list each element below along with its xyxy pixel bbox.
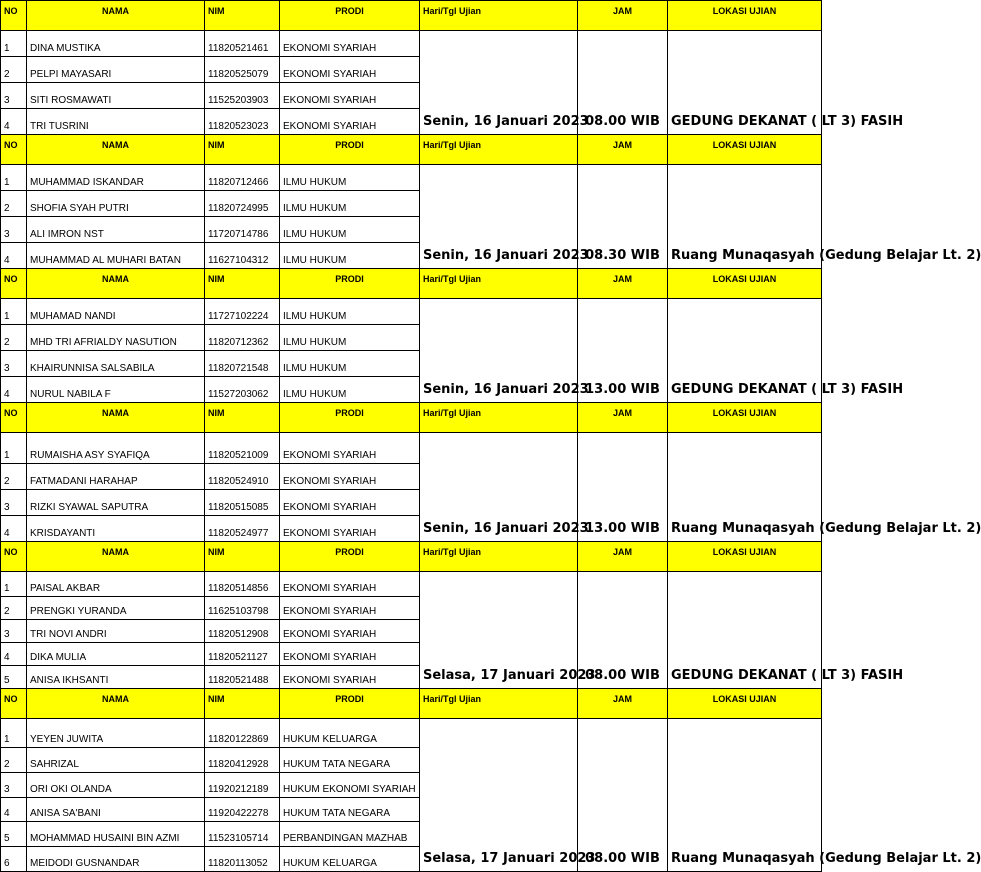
student-nim: 11820521127 <box>205 643 280 666</box>
header-prodi: PRODI <box>280 542 420 572</box>
student-name: ORI OKI OLANDA <box>27 773 205 798</box>
study-program: ILMU HUKUM <box>280 351 420 377</box>
header-no: NO <box>1 135 27 165</box>
student-name: ANISA IKHSANTI <box>27 666 205 689</box>
study-program: EKONOMI SYARIAH <box>280 57 420 83</box>
student-name: PELPI MAYASARI <box>27 57 205 83</box>
table-row <box>1 719 822 748</box>
study-program: EKONOMI SYARIAH <box>280 464 420 490</box>
header-nim: NIM <box>205 689 280 719</box>
student-name: KRISDAYANTI <box>27 516 205 542</box>
study-program: HUKUM KELUARGA <box>280 719 420 748</box>
student-nim: 11820412928 <box>205 748 280 773</box>
student-nim: 11820712362 <box>205 325 280 351</box>
row-number: 5 <box>1 666 27 689</box>
study-program: EKONOMI SYARIAH <box>280 516 420 542</box>
student-nim: 11920212189 <box>205 773 280 798</box>
row-number: 4 <box>1 798 27 822</box>
row-number: 2 <box>1 597 27 620</box>
study-program: HUKUM TATA NEGARA <box>280 748 420 773</box>
header-hari-tgl: Hari/Tgl Ujian <box>420 542 578 572</box>
study-program: EKONOMI SYARIAH <box>280 433 420 464</box>
student-nim: 11820515085 <box>205 490 280 516</box>
student-nim: 11820514856 <box>205 572 280 597</box>
student-nim: 11820113052 <box>205 847 280 872</box>
study-program: PERBANDINGAN MAZHAB <box>280 822 420 847</box>
header-lokasi: LOKASI UJIAN <box>668 403 822 433</box>
header-prodi: PRODI <box>280 689 420 719</box>
row-number: 4 <box>1 377 27 403</box>
header-no: NO <box>1 689 27 719</box>
header-no: NO <box>1 269 27 299</box>
student-name: SAHRIZAL <box>27 748 205 773</box>
exam-time: 08.00 WIB <box>578 31 668 135</box>
study-program: ILMU HUKUM <box>280 243 420 269</box>
student-nim: 11820524977 <box>205 516 280 542</box>
header-prodi: PRODI <box>280 1 420 31</box>
student-name: SITI ROSMAWATI <box>27 83 205 109</box>
row-number: 1 <box>1 572 27 597</box>
header-hari-tgl: Hari/Tgl Ujian <box>420 1 578 31</box>
student-nim: 11627104312 <box>205 243 280 269</box>
header-hari-tgl: Hari/Tgl Ujian <box>420 135 578 165</box>
study-program: EKONOMI SYARIAH <box>280 620 420 643</box>
exam-date: Senin, 16 Januari 2023 <box>420 299 578 403</box>
header-no: NO <box>1 1 27 31</box>
student-name: SHOFIA SYAH PUTRI <box>27 191 205 217</box>
study-program: EKONOMI SYARIAH <box>280 643 420 666</box>
student-nim: 11625103798 <box>205 597 280 620</box>
row-number: 4 <box>1 643 27 666</box>
row-number: 3 <box>1 83 27 109</box>
student-nim: 11820712466 <box>205 165 280 191</box>
row-number: 1 <box>1 719 27 748</box>
header-nama: NAMA <box>27 269 205 299</box>
header-nama: NAMA <box>27 689 205 719</box>
exam-location: GEDUNG DEKANAT ( LT 3) FASIH <box>668 31 822 135</box>
row-number: 3 <box>1 217 27 243</box>
row-number: 6 <box>1 847 27 872</box>
header-jam: JAM <box>578 403 668 433</box>
table-row <box>1 31 822 57</box>
row-number: 2 <box>1 325 27 351</box>
row-number: 1 <box>1 165 27 191</box>
header-row <box>1 542 822 572</box>
student-nim: 11525203903 <box>205 83 280 109</box>
student-name: ALI IMRON NST <box>27 217 205 243</box>
row-number: 1 <box>1 31 27 57</box>
header-nama: NAMA <box>27 542 205 572</box>
student-name: KHAIRUNNISA SALSABILA <box>27 351 205 377</box>
study-program: HUKUM KELUARGA <box>280 847 420 872</box>
header-no: NO <box>1 403 27 433</box>
row-number: 2 <box>1 748 27 773</box>
student-nim: 11527203062 <box>205 377 280 403</box>
header-jam: JAM <box>578 1 668 31</box>
student-name: RUMAISHA ASY SYAFIQA <box>27 433 205 464</box>
study-program: EKONOMI SYARIAH <box>280 572 420 597</box>
row-number: 4 <box>1 516 27 542</box>
header-lokasi: LOKASI UJIAN <box>668 542 822 572</box>
header-prodi: PRODI <box>280 403 420 433</box>
exam-location: Ruang Munaqasyah (Gedung Belajar Lt. 2) <box>668 433 822 542</box>
student-name: MUHAMMAD AL MUHARI BATAN <box>27 243 205 269</box>
student-name: MOHAMMAD HUSAINI BIN AZMI <box>27 822 205 847</box>
exam-time: 08.00 WIB <box>578 719 668 872</box>
header-row <box>1 1 822 31</box>
exam-date: Selasa, 17 Januari 2023 <box>420 719 578 872</box>
exam-time: 13.00 WIB <box>578 299 668 403</box>
header-nim: NIM <box>205 269 280 299</box>
header-row <box>1 689 822 719</box>
row-number: 3 <box>1 620 27 643</box>
header-jam: JAM <box>578 135 668 165</box>
header-jam: JAM <box>578 269 668 299</box>
study-program: EKONOMI SYARIAH <box>280 83 420 109</box>
student-name: NURUL NABILA F <box>27 377 205 403</box>
header-jam: JAM <box>578 542 668 572</box>
header-nim: NIM <box>205 1 280 31</box>
study-program: ILMU HUKUM <box>280 165 420 191</box>
student-name: DINA MUSTIKA <box>27 31 205 57</box>
student-nim: 11820523023 <box>205 109 280 135</box>
header-lokasi: LOKASI UJIAN <box>668 689 822 719</box>
exam-date: Senin, 16 Januari 2023 <box>420 31 578 135</box>
student-nim: 11820525079 <box>205 57 280 83</box>
study-program: ILMU HUKUM <box>280 191 420 217</box>
exam-date: Senin, 16 Januari 2023 <box>420 165 578 269</box>
study-program: ILMU HUKUM <box>280 217 420 243</box>
student-name: MUHAMMAD ISKANDAR <box>27 165 205 191</box>
student-nim: 11820521488 <box>205 666 280 689</box>
table-row <box>1 433 822 464</box>
exam-time: 13.00 WIB <box>578 433 668 542</box>
row-number: 2 <box>1 191 27 217</box>
student-name: DIKA MULIA <box>27 643 205 666</box>
row-number: 3 <box>1 351 27 377</box>
row-number: 4 <box>1 109 27 135</box>
student-name: ANISA SA'BANI <box>27 798 205 822</box>
student-nim: 11523105714 <box>205 822 280 847</box>
student-nim: 11820521009 <box>205 433 280 464</box>
header-no: NO <box>1 542 27 572</box>
student-nim: 11720714786 <box>205 217 280 243</box>
header-nama: NAMA <box>27 403 205 433</box>
table-row <box>1 572 822 597</box>
student-nim: 11820122869 <box>205 719 280 748</box>
row-number: 5 <box>1 822 27 847</box>
row-number: 3 <box>1 773 27 798</box>
row-number: 1 <box>1 299 27 325</box>
student-name: FATMADANI HARAHAP <box>27 464 205 490</box>
header-prodi: PRODI <box>280 135 420 165</box>
header-row <box>1 403 822 433</box>
exam-date: Selasa, 17 Januari 2023 <box>420 572 578 689</box>
student-name: YEYEN JUWITA <box>27 719 205 748</box>
header-row <box>1 269 822 299</box>
header-lokasi: LOKASI UJIAN <box>668 269 822 299</box>
row-number: 3 <box>1 490 27 516</box>
study-program: ILMU HUKUM <box>280 377 420 403</box>
exam-location: Ruang Munaqasyah (Gedung Belajar Lt. 2) <box>668 165 822 269</box>
student-nim: 11820721548 <box>205 351 280 377</box>
student-name: RIZKI SYAWAL SAPUTRA <box>27 490 205 516</box>
student-nim: 11820521461 <box>205 31 280 57</box>
header-nim: NIM <box>205 542 280 572</box>
header-prodi: PRODI <box>280 269 420 299</box>
header-lokasi: LOKASI UJIAN <box>668 1 822 31</box>
exam-location: GEDUNG DEKANAT ( LT 3) FASIH <box>668 572 822 689</box>
student-name: PAISAL AKBAR <box>27 572 205 597</box>
student-name: MUHAMAD NANDI <box>27 299 205 325</box>
study-program: EKONOMI SYARIAH <box>280 666 420 689</box>
header-hari-tgl: Hari/Tgl Ujian <box>420 689 578 719</box>
student-name: MEIDODI GUSNANDAR <box>27 847 205 872</box>
header-lokasi: LOKASI UJIAN <box>668 135 822 165</box>
header-nama: NAMA <box>27 1 205 31</box>
exam-location: GEDUNG DEKANAT ( LT 3) FASIH <box>668 299 822 403</box>
header-nim: NIM <box>205 135 280 165</box>
study-program: HUKUM TATA NEGARA <box>280 798 420 822</box>
study-program: EKONOMI SYARIAH <box>280 597 420 620</box>
exam-date: Senin, 16 Januari 2023 <box>420 433 578 542</box>
study-program: ILMU HUKUM <box>280 325 420 351</box>
header-jam: JAM <box>578 689 668 719</box>
header-hari-tgl: Hari/Tgl Ujian <box>420 403 578 433</box>
student-nim: 11820512908 <box>205 620 280 643</box>
header-nama: NAMA <box>27 135 205 165</box>
study-program: EKONOMI SYARIAH <box>280 31 420 57</box>
student-name: TRI NOVI ANDRI <box>27 620 205 643</box>
table-row <box>1 165 822 191</box>
exam-time: 08.00 WIB <box>578 572 668 689</box>
exam-location: Ruang Munaqasyah (Gedung Belajar Lt. 2) <box>668 719 822 872</box>
student-name: MHD TRI AFRIALDY NASUTION <box>27 325 205 351</box>
student-nim: 11820724995 <box>205 191 280 217</box>
header-nim: NIM <box>205 403 280 433</box>
table-row <box>1 299 822 325</box>
study-program: EKONOMI SYARIAH <box>280 490 420 516</box>
exam-time: 08.30 WIB <box>578 165 668 269</box>
header-hari-tgl: Hari/Tgl Ujian <box>420 269 578 299</box>
student-name: TRI TUSRINI <box>27 109 205 135</box>
student-nim: 11727102224 <box>205 299 280 325</box>
row-number: 4 <box>1 243 27 269</box>
student-nim: 11820524910 <box>205 464 280 490</box>
student-name: PRENGKI YURANDA <box>27 597 205 620</box>
row-number: 2 <box>1 57 27 83</box>
study-program: EKONOMI SYARIAH <box>280 109 420 135</box>
study-program: HUKUM EKONOMI SYARIAH <box>280 773 420 798</box>
header-row <box>1 135 822 165</box>
row-number: 1 <box>1 433 27 464</box>
row-number: 2 <box>1 464 27 490</box>
student-nim: 11920422278 <box>205 798 280 822</box>
study-program: ILMU HUKUM <box>280 299 420 325</box>
